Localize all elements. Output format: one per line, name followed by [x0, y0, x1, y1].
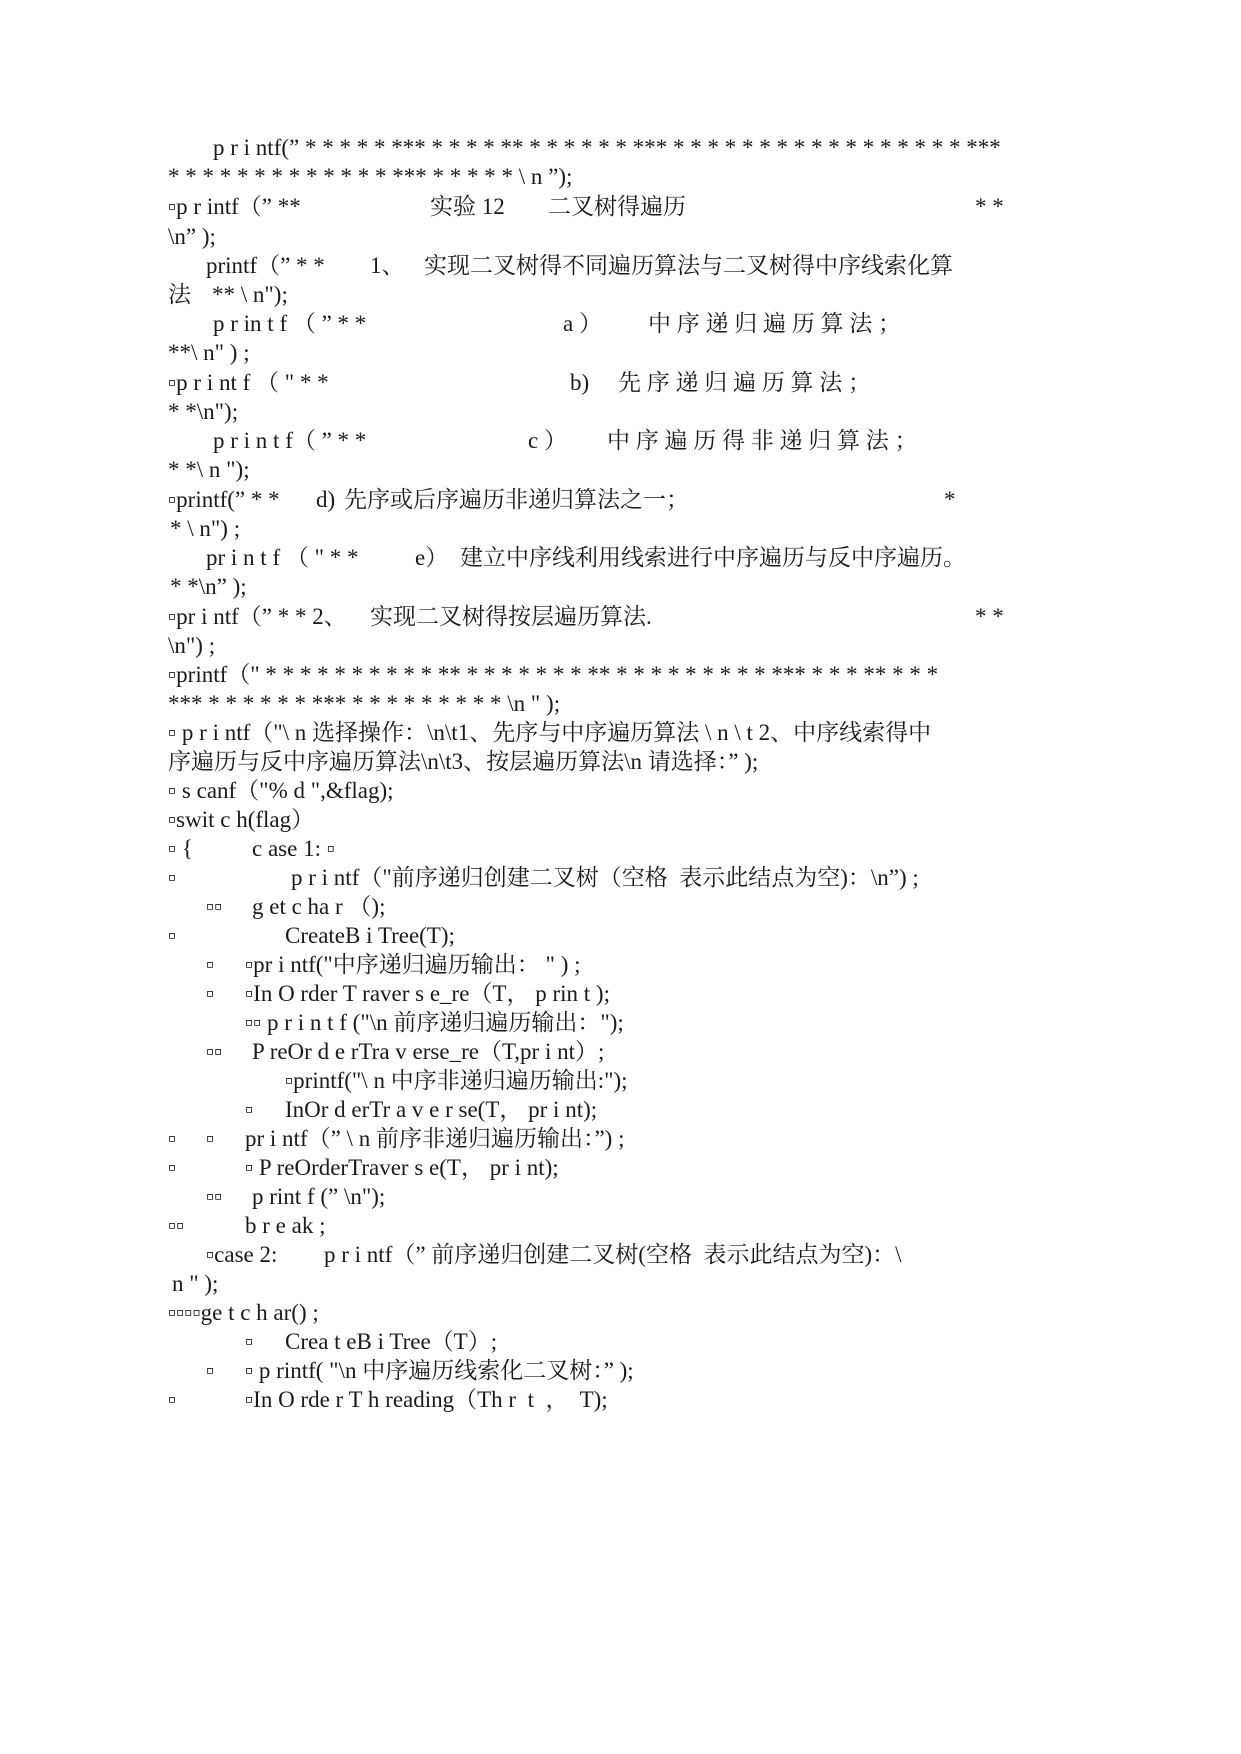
code-text: ▫printf("\ n 中序非递归遍历输出:"); [285, 1068, 628, 1093]
code-text: ▫p r intf（” ** [168, 194, 301, 219]
code-text: ▫ p rintf( "\n 中序遍历线索化二叉树：” ); [245, 1358, 634, 1383]
code-text: d) [316, 487, 336, 512]
code-text: b r e ak ; [245, 1213, 326, 1238]
code-text: ▫ [206, 1126, 215, 1151]
code-text: 先 序 递 归 遍 历 算 法 ； [618, 370, 871, 395]
code-line [0, 160, 1241, 194]
code-text: ▫pr i ntf（” * * 2、 [168, 604, 347, 629]
code-text: * *\n” ); [170, 574, 247, 599]
code-text: 实现二叉树得按层遍历算法. [370, 604, 652, 629]
code-text: ▫pr i ntf("中序递归遍历输出： " ) ; [245, 952, 581, 977]
code-text: P reOr d e rTra v erse_re（T,pr i nt）; [252, 1039, 605, 1064]
code-text: ▫ s canf（"% d ",&flag); [168, 778, 394, 803]
code-text: ▫▫▫▫ge t c h ar() ; [168, 1300, 319, 1325]
code-text: ▫ { [168, 836, 193, 861]
code-text: p r i ntf（"前序递归创建二叉树（空格 表示此结点为空)：\n”) ; [291, 865, 919, 890]
code-line [0, 570, 1241, 604]
code-text: * \ n") ; [170, 516, 241, 541]
code-text: * * [975, 194, 1004, 219]
code-text: ▫ [206, 1358, 215, 1383]
code-text: InOr d erTr a v e r se(T， pr i nt); [285, 1097, 598, 1122]
code-text: ▫ [245, 1329, 254, 1354]
code-text: 实现二叉树得不同遍历算法与二叉树得中序线索化算 [424, 253, 953, 278]
code-text: ▫ P reOrderTraver s e(T， pr i nt); [245, 1155, 559, 1180]
code-text: ▫▫ [168, 1213, 185, 1238]
code-text: ▫ [168, 1155, 177, 1180]
code-text: ▫printf（" * * * * * * * * * * ** * * * * * * * ** * * * * * * * * * *** * * * ** * * * [168, 662, 939, 687]
code-text: 先序或后序遍历非递归算法之一； [344, 487, 689, 512]
code-text: ▫▫ [206, 1039, 223, 1064]
code-text: 实验 12 [430, 194, 505, 219]
code-text: Crea t eB i Tree（T）; [285, 1329, 498, 1354]
code-text: n " ); [172, 1271, 219, 1296]
code-text: p r i ntf(” * * * * * *** * * * * ** * * * * * * *** * * * * * * * * * * * * * * * * * *** [213, 135, 1001, 160]
code-text: 1、 [370, 253, 405, 278]
code-text: pr i n t f （ " * * [206, 545, 359, 570]
code-text: printf（” * * [206, 253, 325, 278]
code-text: ▫ [168, 1387, 177, 1412]
code-text: ▫ [206, 952, 215, 977]
code-text: 法 [168, 282, 191, 307]
code-text: **\ n" ) ; [168, 340, 250, 365]
code-text: ▫printf(” * * [168, 487, 280, 512]
code-text: \n") ; [168, 633, 216, 658]
code-text: ▫▫ p r i n t f ("\n 前序递归遍历输出："); [245, 1010, 624, 1035]
code-text: 建立中序线利用线索进行中序遍历与反中序遍历。 [460, 545, 966, 570]
code-text: ▫▫ [206, 894, 223, 919]
code-text: ▫swit c h(flag） [168, 807, 315, 832]
code-text: ▫In O rder T raver s e_re（T， p rin t ); [245, 981, 610, 1006]
code-text: ▫ [168, 923, 177, 948]
code-text: ▫p r i nt f （ " * * [168, 370, 329, 395]
code-text: p rint f (” \n"); [252, 1184, 386, 1209]
code-text: ▫In O rde r T h reading（Th r t ， T); [245, 1387, 608, 1412]
code-text: c ase 1: ▫ [252, 836, 335, 861]
code-text: ▫case 2: [206, 1242, 278, 1267]
code-text: * * * * * * * * * * * * * *** * * * * * \ n ”); [168, 164, 573, 189]
code-text: 序遍历与反中序遍历算法\n\t3、按层遍历算法\n 请选择：” ); [168, 749, 759, 774]
code-text: 中 序 递 归 遍 历 算 法 ； [648, 311, 901, 336]
code-text: p r i n t f（ ” * * [213, 428, 367, 453]
code-text: ▫ [245, 1097, 254, 1122]
code-text: 中 序 遍 历 得 非 递 归 算 法 ； [607, 428, 918, 453]
code-text: a ） [563, 311, 602, 336]
code-line [0, 336, 1241, 370]
code-line [0, 1383, 1241, 1417]
code-text: CreateB i Tree(T); [285, 923, 455, 948]
code-text: ▫ [168, 865, 177, 890]
code-text: c ） [528, 428, 567, 453]
code-text: * [944, 487, 956, 512]
code-text: ▫▫ [206, 1184, 223, 1209]
code-text: *** * * * * * * *** * * * * * * * * * \n " ); [168, 691, 561, 716]
code-text: pr i ntf（” \ n 前序非递归遍历输出：”) ; [245, 1126, 625, 1151]
code-text: ▫ p r i ntf（"\ n 选择操作：\n\t1、先序与中序遍历算法 \ n \ t 2、中序线索得中 [168, 720, 932, 745]
code-text: p r i ntf（” 前序递归创建二叉树(空格 表示此结点为空)：\ [324, 1242, 902, 1267]
code-text: e） [415, 545, 449, 570]
code-text: ▫ [206, 981, 215, 1006]
code-text: ** \ n"); [212, 282, 288, 307]
code-text: g et c ha r （); [252, 894, 386, 919]
code-text: \n” ); [168, 224, 216, 249]
code-line [0, 453, 1241, 487]
code-text: * *\ n "); [168, 457, 250, 482]
code-line [0, 190, 1241, 224]
code-text: * *\n"); [168, 399, 239, 424]
code-text: b) [570, 370, 590, 395]
code-text: 二叉树得遍历 [548, 194, 686, 219]
code-text: ▫ [168, 1126, 177, 1151]
code-text: * * [975, 604, 1004, 629]
code-text: p r in t f （ ” * * [213, 311, 367, 336]
